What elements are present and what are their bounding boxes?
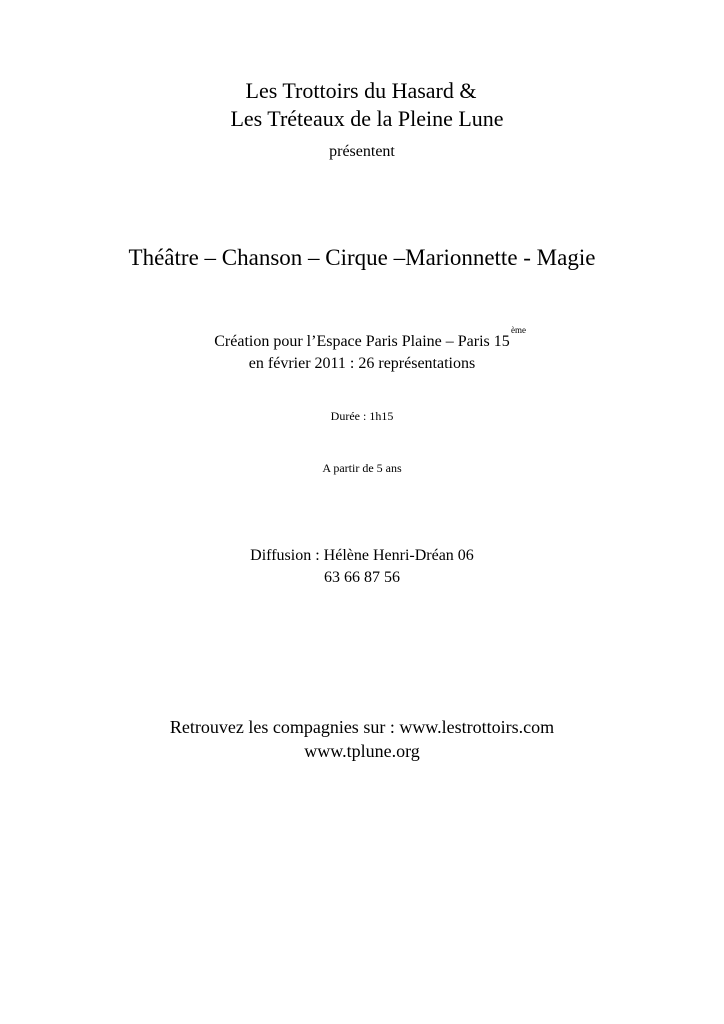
creation-line-2: en février 2011 : 26 représentations — [248, 355, 476, 372]
diffusion-phone: 63 66 87 56 — [324, 569, 400, 586]
presents-text: présentent — [329, 143, 395, 160]
websites-line-2: www.tplune.org — [304, 741, 420, 761]
creation-superscript: ème — [511, 325, 526, 335]
websites-line-1: Retrouvez les compagnies sur : www.lestrottoirs.com — [169, 717, 555, 737]
duration-text: Durée : 1h15 — [330, 409, 394, 423]
creation-line-1: Création pour l’Espace Paris Plaine – Paris 15 — [214, 333, 510, 350]
age-text: A partir de 5 ans — [322, 461, 402, 475]
company-name-2: Les Tréteaux de la Pleine Lune — [230, 106, 504, 131]
company-name-1: Les Trottoirs du Hasard & — [245, 78, 477, 103]
diffusion-line-1: Diffusion : Hélène Henri-Dréan 06 — [250, 547, 474, 564]
genres-title: Théâtre – Chanson – Cirque –Marionnette - Magie — [128, 245, 596, 270]
